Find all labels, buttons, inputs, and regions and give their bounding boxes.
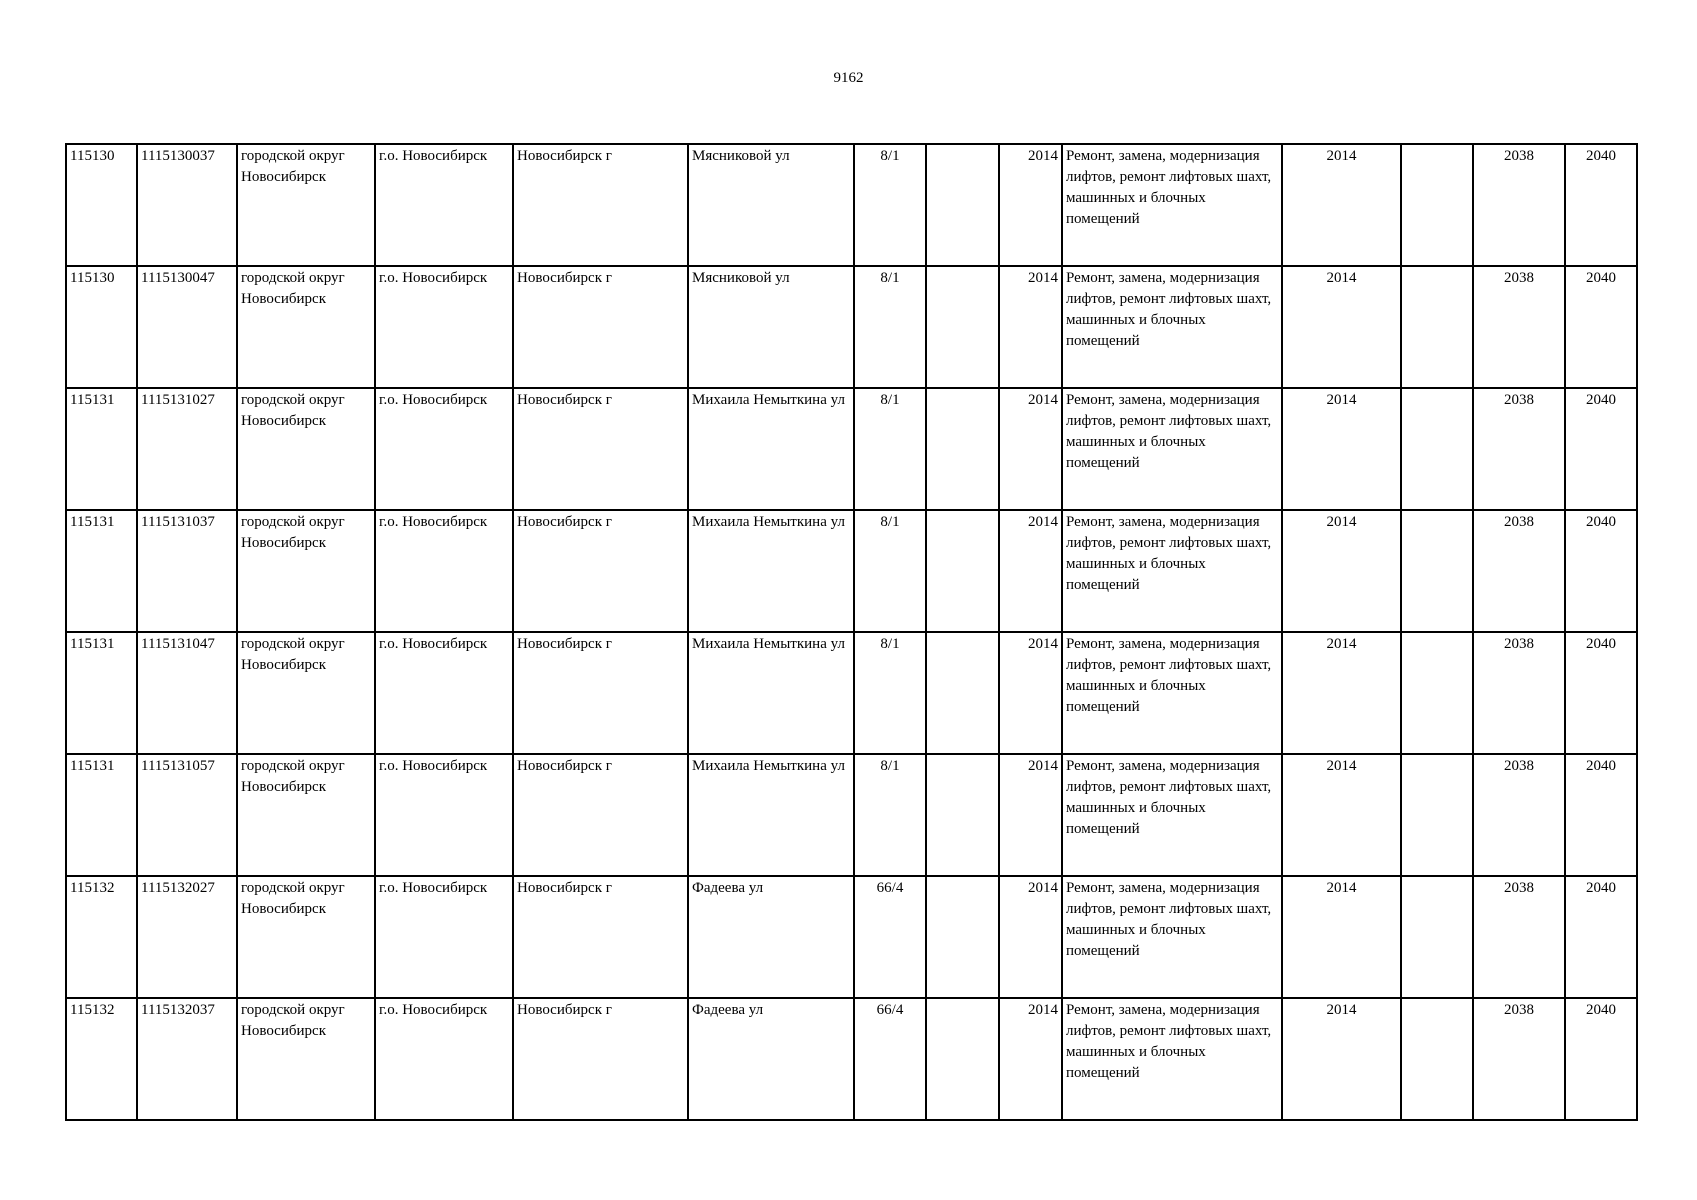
row-code-cell: 1115132037	[137, 998, 237, 1120]
row-code-cell: 1115131037	[137, 510, 237, 632]
work-type-cell: Ремонт, замена, модернизация лифтов, ремонт лифтовых шахт, машинных и блочных помещений	[1062, 510, 1282, 632]
row-code-cell: 1115132027	[137, 876, 237, 998]
work-type-cell: Ремонт, замена, модернизация лифтов, ремонт лифтовых шахт, машинных и блочных помещений	[1062, 144, 1282, 266]
settlement-cell: Новосибирск г	[513, 754, 688, 876]
period-start-cell: 2038	[1473, 754, 1565, 876]
work-year-cell: 2014	[1282, 388, 1401, 510]
table-row	[66, 266, 1637, 388]
municipality-cell: г.о. Новосибирск	[375, 144, 513, 266]
table-row	[66, 388, 1637, 510]
house-number-cell: 8/1	[854, 632, 926, 754]
period-start-cell: 2038	[1473, 388, 1565, 510]
build-year-cell: 2014	[999, 510, 1062, 632]
table-row	[66, 754, 1637, 876]
empty-cell	[1401, 998, 1473, 1120]
empty-cell	[1401, 144, 1473, 266]
work-year-cell: 2014	[1282, 266, 1401, 388]
block-cell	[926, 998, 999, 1120]
block-cell	[926, 144, 999, 266]
work-type-cell: Ремонт, замена, модернизация лифтов, ремонт лифтовых шахт, машинных и блочных помещений	[1062, 754, 1282, 876]
municipality-cell: г.о. Новосибирск	[375, 510, 513, 632]
period-end-cell: 2040	[1565, 754, 1637, 876]
period-start-cell: 2038	[1473, 266, 1565, 388]
work-year-cell: 2014	[1282, 754, 1401, 876]
block-cell	[926, 510, 999, 632]
build-year-cell: 2014	[999, 754, 1062, 876]
period-start-cell: 2038	[1473, 998, 1565, 1120]
settlement-cell: Новосибирск г	[513, 876, 688, 998]
period-end-cell: 2040	[1565, 998, 1637, 1120]
build-year-cell: 2014	[999, 998, 1062, 1120]
period-end-cell: 2040	[1565, 144, 1637, 266]
row-id-cell: 115132	[66, 876, 137, 998]
settlement-cell: Новосибирск г	[513, 144, 688, 266]
row-code-cell: 1115131047	[137, 632, 237, 754]
period-start-cell: 2038	[1473, 876, 1565, 998]
street-cell: Фадеева ул	[688, 876, 854, 998]
table-row	[66, 144, 1637, 266]
empty-cell	[1401, 632, 1473, 754]
house-number-cell: 8/1	[854, 144, 926, 266]
street-cell: Михаила Немыткина ул	[688, 388, 854, 510]
street-cell: Мясниковой ул	[688, 266, 854, 388]
house-number-cell: 8/1	[854, 388, 926, 510]
row-id-cell: 115131	[66, 388, 137, 510]
row-code-cell: 1115130047	[137, 266, 237, 388]
house-number-cell: 8/1	[854, 754, 926, 876]
period-end-cell: 2040	[1565, 510, 1637, 632]
table-row	[66, 510, 1637, 632]
period-end-cell: 2040	[1565, 388, 1637, 510]
work-type-cell: Ремонт, замена, модернизация лифтов, ремонт лифтовых шахт, машинных и блочных помещений	[1062, 266, 1282, 388]
empty-cell	[1401, 388, 1473, 510]
settlement-cell: Новосибирск г	[513, 632, 688, 754]
house-number-cell: 8/1	[854, 510, 926, 632]
period-end-cell: 2040	[1565, 632, 1637, 754]
period-start-cell: 2038	[1473, 632, 1565, 754]
house-number-cell: 66/4	[854, 998, 926, 1120]
municipality-cell: г.о. Новосибирск	[375, 266, 513, 388]
municipality-cell: г.о. Новосибирск	[375, 754, 513, 876]
empty-cell	[1401, 754, 1473, 876]
row-id-cell: 115130	[66, 266, 137, 388]
district-cell: городской округ Новосибирск	[237, 144, 375, 266]
district-cell: городской округ Новосибирск	[237, 388, 375, 510]
street-cell: Михаила Немыткина ул	[688, 510, 854, 632]
row-id-cell: 115132	[66, 998, 137, 1120]
row-code-cell: 1115131027	[137, 388, 237, 510]
municipality-cell: г.о. Новосибирск	[375, 632, 513, 754]
build-year-cell: 2014	[999, 266, 1062, 388]
street-cell: Фадеева ул	[688, 998, 854, 1120]
work-year-cell: 2014	[1282, 510, 1401, 632]
table-row	[66, 876, 1637, 998]
district-cell: городской округ Новосибирск	[237, 266, 375, 388]
block-cell	[926, 266, 999, 388]
district-cell: городской округ Новосибирск	[237, 632, 375, 754]
build-year-cell: 2014	[999, 632, 1062, 754]
table-row	[66, 998, 1637, 1120]
block-cell	[926, 754, 999, 876]
work-year-cell: 2014	[1282, 632, 1401, 754]
house-number-cell: 8/1	[854, 266, 926, 388]
district-cell: городской округ Новосибирск	[237, 876, 375, 998]
row-id-cell: 115131	[66, 510, 137, 632]
registry-table	[65, 143, 1638, 1121]
settlement-cell: Новосибирск г	[513, 510, 688, 632]
build-year-cell: 2014	[999, 876, 1062, 998]
work-type-cell: Ремонт, замена, модернизация лифтов, ремонт лифтовых шахт, машинных и блочных помещений	[1062, 388, 1282, 510]
row-id-cell: 115131	[66, 754, 137, 876]
municipality-cell: г.о. Новосибирск	[375, 876, 513, 998]
period-end-cell: 2040	[1565, 266, 1637, 388]
block-cell	[926, 388, 999, 510]
period-start-cell: 2038	[1473, 510, 1565, 632]
street-cell: Мясниковой ул	[688, 144, 854, 266]
work-type-cell: Ремонт, замена, модернизация лифтов, ремонт лифтовых шахт, машинных и блочных помещений	[1062, 998, 1282, 1120]
row-id-cell: 115131	[66, 632, 137, 754]
table-body	[66, 144, 1637, 1120]
period-start-cell: 2038	[1473, 144, 1565, 266]
house-number-cell: 66/4	[854, 876, 926, 998]
build-year-cell: 2014	[999, 388, 1062, 510]
municipality-cell: г.о. Новосибирск	[375, 998, 513, 1120]
work-type-cell: Ремонт, замена, модернизация лифтов, ремонт лифтовых шахт, машинных и блочных помещений	[1062, 876, 1282, 998]
empty-cell	[1401, 876, 1473, 998]
district-cell: городской округ Новосибирск	[237, 998, 375, 1120]
build-year-cell: 2014	[999, 144, 1062, 266]
block-cell	[926, 876, 999, 998]
page-number: 9162	[833, 70, 864, 86]
period-end-cell: 2040	[1565, 876, 1637, 998]
row-id-cell: 115130	[66, 144, 137, 266]
district-cell: городской округ Новосибирск	[237, 510, 375, 632]
street-cell: Михаила Немыткина ул	[688, 632, 854, 754]
work-type-cell: Ремонт, замена, модернизация лифтов, ремонт лифтовых шахт, машинных и блочных помещений	[1062, 632, 1282, 754]
settlement-cell: Новосибирск г	[513, 998, 688, 1120]
work-year-cell: 2014	[1282, 998, 1401, 1120]
table-row	[66, 632, 1637, 754]
row-code-cell: 1115130037	[137, 144, 237, 266]
street-cell: Михаила Немыткина ул	[688, 754, 854, 876]
empty-cell	[1401, 266, 1473, 388]
work-year-cell: 2014	[1282, 876, 1401, 998]
settlement-cell: Новосибирск г	[513, 266, 688, 388]
empty-cell	[1401, 510, 1473, 632]
work-year-cell: 2014	[1282, 144, 1401, 266]
row-code-cell: 1115131057	[137, 754, 237, 876]
district-cell: городской округ Новосибирск	[237, 754, 375, 876]
settlement-cell: Новосибирск г	[513, 388, 688, 510]
municipality-cell: г.о. Новосибирск	[375, 388, 513, 510]
block-cell	[926, 632, 999, 754]
